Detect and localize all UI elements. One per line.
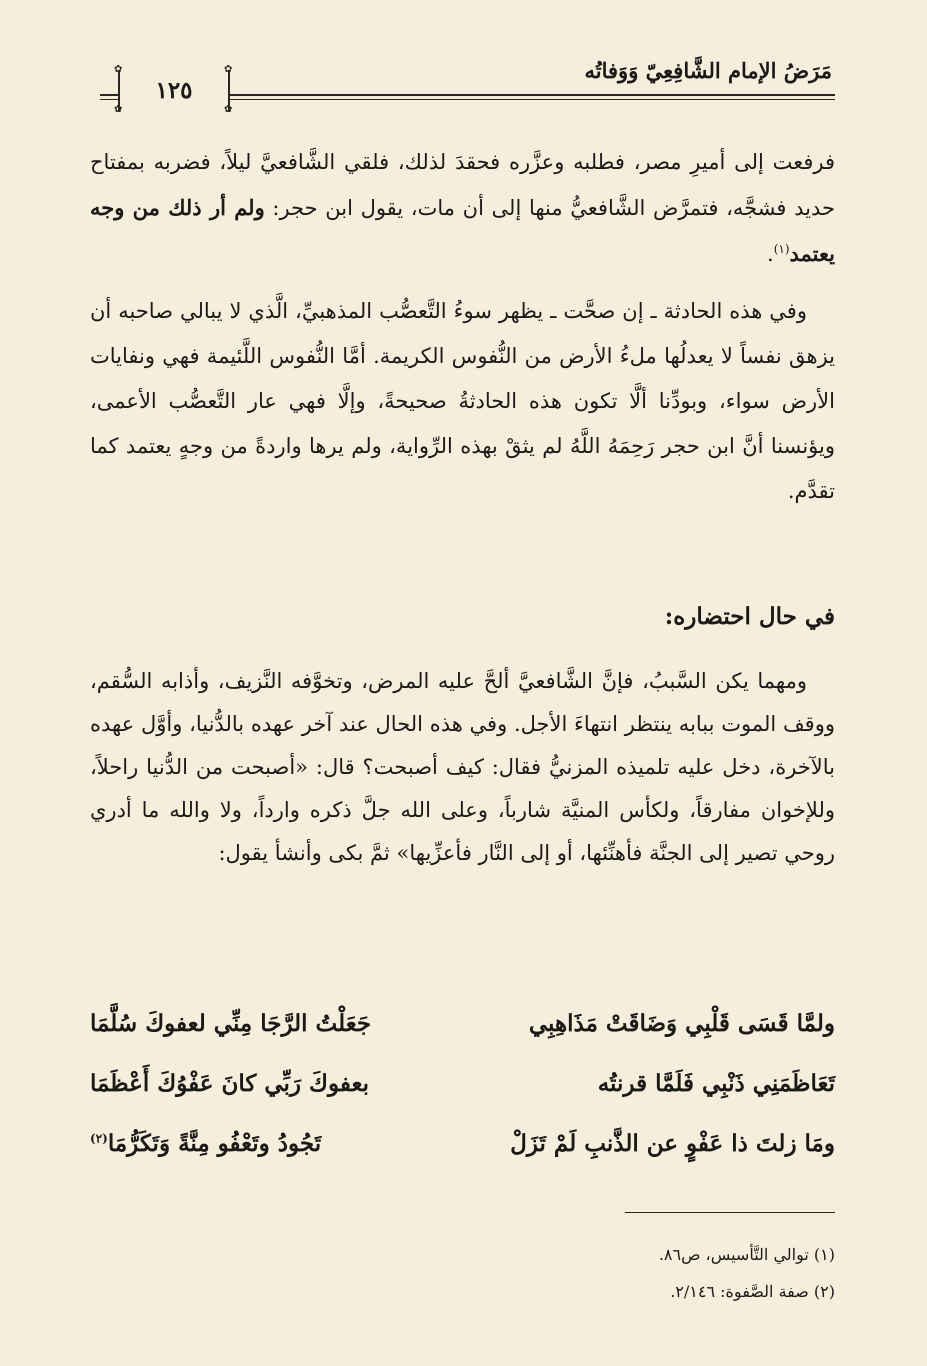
page-number: ١٢٥ <box>155 77 193 104</box>
quoted-phrase: ولم أر ذلك من وجه يعتمد <box>90 195 835 266</box>
poem-hemistich-second: تَجُودُ وتَعْفُو مِنَّةً وَتَكَرُّمَا$^{(٢)}$ <box>90 1130 322 1157</box>
ornament-icon: ✿ <box>114 104 123 115</box>
poem-hemistich-second: جَعَلْتُ الرَّجَا مِنِّي لعفوكَ سُلَّمَا <box>90 1010 372 1037</box>
footnote-ref-2[interactable]: (٢) <box>90 1131 108 1146</box>
footnote-1: (١) توالي التَّأسيس، ص٨٦. <box>658 1245 835 1264</box>
poem-verse <box>90 1010 835 1070</box>
poem-hemistich-second: بعفوكَ رَبِّي كانَ عَفْوُكَ أَعْظَمَا <box>90 1070 370 1097</box>
footnote-2: (٢) صفة الصَّفوة: ٢/١٤٦. <box>670 1282 835 1301</box>
poem-verse <box>90 1070 835 1130</box>
poem-hemistich-first: ومَا زلتَ ذا عَفْوٍ عن الذَّنبِ لَمْ تَزَلْ <box>510 1130 835 1157</box>
poem-hemistich-first: تَعَاظَمَنِي ذَنْبِي فَلَمَّا قرنتُه <box>597 1070 835 1097</box>
poem-hemistich-first: ولمَّا قَسَى قَلْبِي وَضَاقَتْ مَذَاهِبِي <box>528 1010 835 1037</box>
ornament-icon: ✿ <box>114 64 123 75</box>
footnote-divider <box>625 1212 835 1213</box>
section-heading: في حال احتضاره: <box>664 603 835 630</box>
paragraph-1: فرفعت إلى أميرِ مصر، فطلبه وعزَّره فحقدَ لذلك، فلقي الشَّافعيَّ ليلاً، فضربه بمفتاح حديد فشجَّه، فتمرَّض الشَّافعيُّ منها إلى أن مات، يقول ابن حجر: ولم أر ذلك من وجه يعتمد$^{(١)}$. <box>90 150 836 266</box>
body-text <box>90 140 835 514</box>
paragraph-2: وفي هذه الحادثة ـ إن صحَّت ـ يظهر سوءُ التَّعصُّب المذهبيِّ، الَّذي لا يبالي صاحبه أن يزهق نفساً لا يعدلُها ملءُ الأرض من النُّفوس الكريمة. أمَّا النُّفوس اللَّئيمة فهي ونفايات الأرض سواء، وبودِّنا ألَّا تكون هذه الحادثةُ صحيحةً، وإلَّا فهي عار التَّعصُّب الأعمى، ويؤنسنا أنَّ ابن حجر رَحِمَهُ اللَّهُ لم يثقْ بهذه الرِّواية، ولم يرها واردةً من وجهٍ يعتمد كما تقدَّم. <box>90 299 835 503</box>
footnotes <box>90 1236 835 1310</box>
running-title: مَرَضُ الإمام الشَّافِعِيّ وَوَفاتُه <box>584 58 832 83</box>
ornament-icon: ✿ <box>224 64 233 75</box>
body-text-2 <box>90 660 835 875</box>
paragraph-3: ومهما يكن السَّببُ، فإنَّ الشَّافعيَّ ألحَّ عليه المرض، وتخوَّفه النَّزيف، وأذابه السُّقم، ووقف الموت ببابه ينتظر انتهاءَ الأجل. وفي هذه الحال عند آخر عهده بالدُّنيا، وأوَّل عهده بالآخرة، دخل عليه تلميذه المزنيُّ فقال: كيف أصبحت؟ قال: «أصبحت من الدُّنيا راحلاً، وللإخوان مفارقاً، ولكأس المنيَّة شارباً، وعلى الله جلَّ ذكره وارداً، ولا والله ما أدري روحي تصير إلى الجنَّة فأهنِّئها، أو إلى النَّار فأعزِّيها» ثمَّ بكى وأنشأ يقول: <box>90 669 835 865</box>
poem-verse <box>90 1130 835 1190</box>
poem <box>90 1010 835 1190</box>
ornament-icon: ✿ <box>224 104 233 115</box>
footnote-ref-1[interactable]: (١) <box>773 242 790 256</box>
